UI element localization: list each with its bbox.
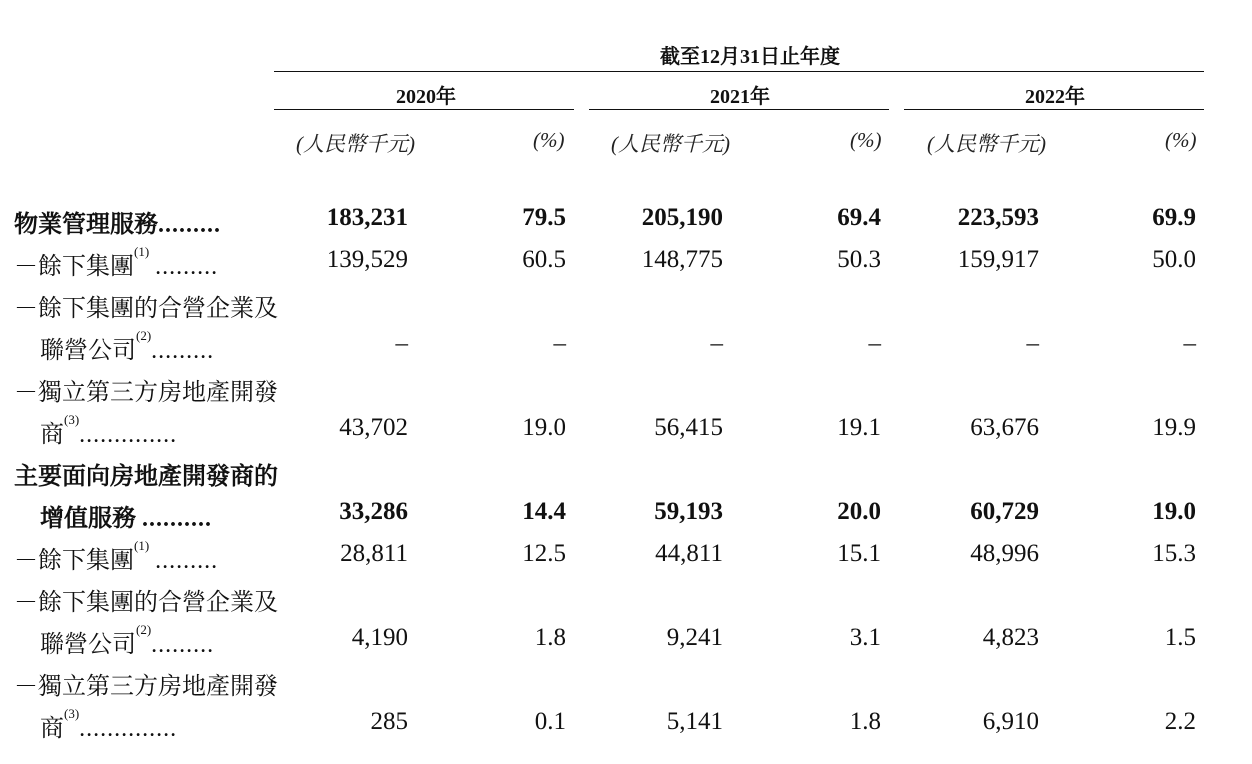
row-label-line1: －餘下集團的合營企業及 (14, 590, 278, 616)
leader-dots: ......... (155, 254, 219, 280)
value-amount-2021: 148,775 (641, 246, 723, 273)
value-amount-2021: 9,241 (666, 624, 723, 651)
year-rule-2021 (589, 109, 889, 110)
value-pct-2020: 0.1 (534, 708, 566, 735)
value-amount-2022: 48,996 (970, 540, 1039, 567)
value-pct-2021: 3.1 (849, 624, 881, 651)
value-pct-2021: 20.0 (837, 498, 881, 525)
value-amount-2020: 43,702 (339, 414, 408, 441)
leader-dots: .............. (79, 716, 178, 742)
value-amount-2022: 6,910 (982, 708, 1039, 735)
label-text: 增值服務 (40, 506, 136, 532)
unit-pct-2021: (%) (850, 128, 882, 152)
unit-amount-2020: (人民幣千元) (296, 132, 415, 156)
value-pct-2022: 19.9 (1152, 414, 1196, 441)
footnote-ref: (2) (136, 622, 152, 637)
footnote-ref: (1) (134, 538, 150, 553)
value-pct-2020: 1.8 (534, 624, 566, 651)
value-amount-2022: 159,917 (957, 246, 1039, 273)
value-pct-2022: 50.0 (1152, 246, 1196, 273)
label-text: 物業管理服務 (14, 212, 158, 238)
label-text: 聯營公司 (40, 632, 136, 658)
value-pct-2020: 14.4 (522, 498, 566, 525)
value-pct-2021: 69.4 (837, 204, 881, 231)
period-title: 截至12月31日止年度 (660, 46, 840, 68)
value-amount-2020: 139,529 (326, 246, 408, 273)
row-label (40, 414, 177, 449)
value-pct-2021: 19.1 (837, 414, 881, 441)
row-label (40, 498, 212, 533)
leader-dots: ......... (151, 632, 215, 658)
value-amount-2021: – (710, 330, 723, 357)
value-amount-2021: 56,415 (654, 414, 723, 441)
label-text: 商 (40, 716, 64, 742)
year-header-2020: 2020年 (396, 86, 456, 108)
row-label (40, 624, 214, 659)
leader-dots: ......... (158, 212, 221, 238)
value-pct-2022: 1.5 (1164, 624, 1196, 651)
value-pct-2021: – (868, 330, 881, 357)
year-header-2021: 2021年 (710, 86, 770, 108)
value-pct-2020: 60.5 (522, 246, 566, 273)
value-amount-2020: 33,286 (339, 498, 408, 525)
value-amount-2021: 205,190 (641, 204, 723, 231)
leader-dots: .......... (142, 506, 212, 532)
value-amount-2022: – (1026, 330, 1039, 357)
year-header-2022: 2022年 (1025, 86, 1085, 108)
row-label (40, 708, 177, 743)
value-pct-2022: 15.3 (1152, 540, 1196, 567)
unit-pct-2020: (%) (533, 128, 565, 152)
row-label (14, 540, 218, 575)
row-label-line1: －餘下集團的合營企業及 (14, 296, 278, 322)
row-label-line1: 主要面向房地產開發商的 (14, 464, 278, 490)
value-amount-2020: 285 (370, 708, 408, 735)
year-rule-2022 (904, 109, 1204, 110)
label-text: 聯營公司 (40, 338, 136, 364)
value-pct-2022: 19.0 (1152, 498, 1196, 525)
row-label (14, 246, 218, 281)
row-label (40, 330, 214, 365)
value-amount-2021: 59,193 (654, 498, 723, 525)
value-pct-2020: – (553, 330, 566, 357)
unit-amount-2022: (人民幣千元) (927, 132, 1046, 156)
value-amount-2020: 4,190 (351, 624, 408, 651)
value-amount-2021: 44,811 (655, 540, 723, 567)
label-text: －餘下集團 (14, 254, 134, 280)
row-label-line1: －獨立第三方房地產開發 (14, 674, 278, 700)
value-pct-2022: – (1183, 330, 1196, 357)
footnote-ref: (1) (134, 244, 150, 259)
leader-dots: ......... (155, 548, 219, 574)
value-amount-2020: – (395, 330, 408, 357)
footnote-ref: (3) (64, 706, 80, 721)
value-amount-2020: 183,231 (326, 204, 408, 231)
year-rule-2020 (274, 109, 574, 110)
unit-pct-2022: (%) (1165, 128, 1197, 152)
unit-amount-2021: (人民幣千元) (611, 132, 730, 156)
footnote-ref: (3) (64, 412, 80, 427)
leader-dots: ......... (151, 338, 215, 364)
row-label-line1: －獨立第三方房地產開發 (14, 380, 278, 406)
value-amount-2022: 223,593 (957, 204, 1039, 231)
footnote-ref: (2) (136, 328, 152, 343)
value-pct-2022: 2.2 (1164, 708, 1196, 735)
value-pct-2022: 69.9 (1152, 204, 1196, 231)
row-label (14, 204, 221, 239)
label-text: 商 (40, 422, 64, 448)
period-rule (274, 71, 1204, 72)
value-amount-2022: 4,823 (982, 624, 1039, 651)
value-pct-2021: 50.3 (837, 246, 881, 273)
value-pct-2020: 12.5 (522, 540, 566, 567)
value-amount-2020: 28,811 (340, 540, 408, 567)
leader-dots: .............. (79, 422, 178, 448)
value-amount-2021: 5,141 (666, 708, 723, 735)
value-pct-2020: 19.0 (522, 414, 566, 441)
value-pct-2020: 79.5 (522, 204, 566, 231)
value-amount-2022: 63,676 (970, 414, 1039, 441)
value-amount-2022: 60,729 (970, 498, 1039, 525)
value-pct-2021: 15.1 (837, 540, 881, 567)
label-text: －餘下集團 (14, 548, 134, 574)
value-pct-2021: 1.8 (849, 708, 881, 735)
